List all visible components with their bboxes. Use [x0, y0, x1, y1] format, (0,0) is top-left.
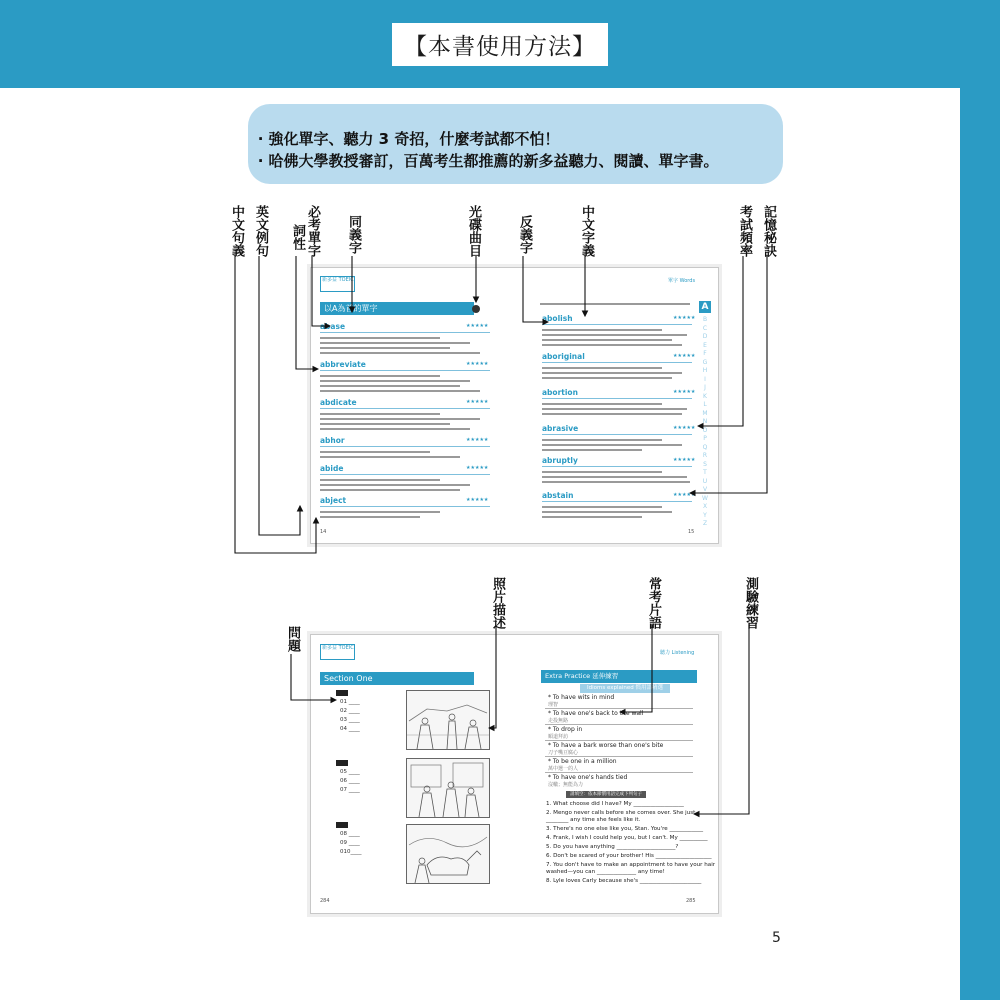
alphabet-letter: G [702, 358, 708, 366]
question-line: 01 ____ [340, 699, 360, 705]
phrase-zh: 理智 [548, 702, 559, 708]
intro-line-1: ‧ 強化單字、聽力 3 奇招，什麼考試都不怕！ [258, 130, 560, 148]
phrase-en: * To have a bark worse than one's bite [548, 742, 664, 749]
entry-word: abide [320, 464, 344, 473]
text-line [542, 444, 682, 446]
photo-illustration [406, 690, 490, 750]
exercise-line: washed—you can ______________ any time! [546, 869, 665, 875]
alphabet-letter: O [702, 426, 708, 434]
text-line [542, 344, 682, 346]
text-line [320, 516, 420, 518]
sketch-graphic [407, 825, 489, 883]
text-line [542, 377, 672, 379]
text-line [320, 489, 460, 491]
phrase-rule [545, 708, 693, 709]
book-logo: 新多益 TOEIC [320, 644, 355, 660]
text-line [320, 418, 480, 420]
text-line [542, 516, 642, 518]
label-english-sentence: 英文例句 [253, 205, 268, 257]
text-line [320, 347, 450, 349]
idioms-subtitle: Idioms explained 慣用語精選 [580, 684, 670, 693]
frequency-stars: ★★★★★ [466, 465, 489, 471]
alphabet-letter: Y [703, 511, 707, 519]
alphabet-letter: H [702, 367, 708, 374]
alphabet-letter: N [702, 418, 708, 425]
sample1-right-header: 單字 Words [668, 278, 696, 284]
alphabet-letter: F [703, 350, 707, 357]
entry-rule [542, 324, 692, 325]
entry-rule [320, 408, 490, 409]
frequency-stars: ★★★★★ [466, 437, 489, 443]
label-memory-tip: 記憶秘訣 [761, 205, 776, 257]
alphabet-letter: D [702, 333, 708, 340]
text-line [542, 372, 682, 374]
extra-practice-bar [541, 670, 697, 683]
alphabet-letter: M [702, 409, 708, 417]
text-line [320, 375, 440, 377]
alphabet-letter: P [703, 435, 707, 442]
label-synonym: 同義字 [346, 215, 361, 254]
entry-word: aboriginal [542, 352, 585, 361]
label-must-word: 必考單字 [305, 205, 320, 257]
text-line [320, 456, 460, 458]
label-common-phrase: 常考片語 [646, 577, 661, 629]
frequency-stars: ★★★★★ [466, 497, 489, 503]
alphabet-letter: J [704, 384, 706, 391]
alphabet-letter: U [702, 477, 708, 485]
extra-practice-title: Extra Practice 延伸練習 [545, 672, 619, 680]
page-title-text: 【本書使用方法】 [392, 23, 608, 66]
right-color-strip [960, 88, 1000, 1000]
phrase-en: * To drop in [548, 726, 583, 733]
phrase-zh: 走投無路 [548, 718, 569, 724]
text-line [542, 334, 687, 336]
sketch-graphic [407, 691, 489, 749]
alphabet-letter: Q [702, 443, 708, 451]
question-line: 07 ____ [340, 787, 360, 793]
alphabet-letter: K [703, 392, 707, 400]
alphabet-active-letter: A [699, 301, 711, 313]
frequency-stars: ★★★★★ [466, 361, 489, 367]
label-practice: 測驗練習 [743, 577, 758, 629]
exercise-line: 8. Lyle loves Carly because she's ______________________ [546, 878, 702, 884]
question-line: 05 ____ [340, 769, 360, 775]
question-line: 04 ____ [340, 726, 360, 732]
text-line [320, 342, 470, 344]
alphabet-letter: S [703, 460, 707, 468]
alphabet-letter: W [702, 494, 708, 502]
exercise-line: ________ any time she feels like it. [546, 817, 641, 823]
frequency-stars: ★★★★★ [673, 389, 696, 395]
alphabet-letter: V [702, 486, 708, 493]
phrase-rule [545, 772, 693, 773]
exercise-line: 3. There's no one else like you, Stan. You're ____________ [546, 826, 704, 832]
frequency-stars: ★★★★★ [673, 353, 696, 359]
exercise-line: 1. What choose did I have? My __________________ [546, 801, 684, 807]
frequency-stars: ★★★★★ [673, 315, 696, 321]
sample2-right-header: 聽力 Listening [660, 650, 695, 656]
text-line [542, 476, 687, 478]
entry-rule [320, 370, 490, 371]
exercise-line: 2. Mengo never calls before she comes over. She just [546, 810, 696, 816]
text-line [542, 413, 682, 415]
frequency-stars: ★★★★★ [466, 323, 489, 329]
entry-word: abase [320, 322, 346, 331]
text-line [542, 511, 672, 513]
text-line [542, 367, 662, 369]
frequency-stars: ★★★★★ [673, 425, 696, 431]
entry-rule [542, 434, 692, 435]
entry-rule [542, 398, 692, 399]
phrase-en: * To have one's back to the wall [548, 710, 644, 717]
question-line: 03 ____ [340, 717, 360, 723]
label-question: 問題 [285, 626, 300, 652]
frequency-stars: ★★★★★ [466, 399, 489, 405]
question-line: 02 ____ [340, 708, 360, 714]
arrow-english-sentence [259, 256, 300, 535]
text-line [320, 385, 460, 387]
exercise-line: 4. Frank, I wish I could help you, but I can't. My __________ [546, 835, 708, 841]
entry-word: abbreviate [320, 360, 366, 369]
alphabet-letter: I [704, 375, 706, 383]
sample2-page-right: 285 [686, 898, 696, 904]
entry-rule [320, 474, 490, 475]
alphabet-letter: L [703, 401, 707, 408]
label-cd-track: 光碟曲目 [466, 205, 481, 257]
intro-line-2: ‧ 哈佛大學教授審訂，百萬考生都推薦的新多益聽力、閱讀、單字書。 [258, 152, 719, 170]
phrase-en: * To be one in a million [548, 758, 617, 765]
sample2-page-left: 284 [320, 898, 330, 904]
arrow-chinese-sentence [235, 256, 316, 553]
section-bar [320, 302, 474, 315]
label-part-of-speech: 詞性 [290, 224, 305, 250]
book-logo: 新多益 TOEIC [320, 276, 355, 292]
exercise-heading: 請填空：依本節慣用語完成下列句子 [566, 791, 646, 798]
text-line [542, 471, 662, 473]
text-line [320, 428, 470, 430]
group-marker [336, 822, 348, 828]
sample1-page-left: 14 [320, 529, 327, 535]
alphabet-letter: B [702, 316, 708, 323]
text-line [320, 484, 470, 486]
text-line [542, 403, 662, 405]
phrase-zh: 萬中選一的人 [548, 766, 579, 772]
frequency-stars: ★★★★★ [673, 492, 696, 498]
question-line: 09 ____ [340, 840, 360, 846]
text-line [540, 303, 690, 305]
text-line [320, 423, 450, 425]
entry-rule [320, 332, 490, 333]
entry-rule [320, 506, 490, 507]
phrase-en: * To have one's hands tied [548, 774, 628, 781]
text-line [542, 339, 672, 341]
text-line [320, 451, 430, 453]
entry-rule [542, 501, 692, 502]
alphabet-letter: C [702, 324, 708, 332]
photo-illustration [406, 758, 490, 818]
text-line [320, 413, 440, 415]
entry-word: abstain [542, 491, 574, 500]
alphabet-letter: R [702, 452, 708, 459]
phrase-rule [545, 740, 693, 741]
alphabet-letter: E [703, 341, 707, 349]
page-number: 5 [772, 930, 781, 946]
phrase-rule [545, 756, 693, 757]
phrase-rule [545, 724, 693, 725]
entry-word: abdicate [320, 398, 357, 407]
exercise-line: 7. You don't have to make an appointment to have your hair [546, 862, 716, 868]
text-line [320, 511, 440, 513]
label-test-frequency: 考試頻率 [737, 205, 752, 257]
entry-word: abortion [542, 388, 578, 397]
entry-rule [542, 466, 692, 467]
entry-word: abolish [542, 314, 573, 323]
label-chinese-sentence: 中文句義 [229, 205, 244, 257]
text-line [320, 337, 440, 339]
alphabet-letter: Z [702, 520, 708, 527]
entry-word: abhor [320, 436, 345, 445]
exercise-line: 5. Do you have anything _____________________? [546, 844, 679, 850]
text-line [320, 479, 440, 481]
sample1-page-right: 15 [688, 529, 695, 535]
text-line [542, 506, 662, 508]
question-line: 08 ____ [340, 831, 360, 837]
section-title: Section One [324, 674, 373, 683]
group-marker [336, 760, 348, 766]
phrase-en: * To have wits in mind [548, 694, 615, 701]
label-chinese-meaning: 中文字義 [579, 205, 594, 257]
phrase-zh: 沒轍；無能為力 [548, 782, 584, 788]
question-line: 010____ [340, 849, 362, 855]
text-line [542, 481, 690, 483]
entry-word: abject [320, 496, 347, 505]
page-title [0, 0, 1000, 88]
text-line [320, 380, 470, 382]
entry-word: abruptly [542, 456, 578, 465]
phrase-zh: 刀子嘴豆腐心 [548, 750, 579, 756]
entry-rule [320, 446, 490, 447]
alphabet-letter: X [702, 503, 708, 510]
cd-track-icon [472, 305, 480, 313]
label-photo-description: 照片描述 [490, 577, 505, 629]
label-antonym: 反義字 [517, 215, 532, 254]
group-marker [336, 690, 348, 696]
text-line [320, 390, 480, 392]
text-line [542, 408, 687, 410]
text-line [542, 449, 642, 451]
alphabet-letter: T [703, 469, 707, 476]
section-title: 以A為首的單字 [324, 304, 378, 313]
text-line [542, 439, 662, 441]
exercise-line: 6. Don't be scared of your brother! His ____________________ [546, 853, 712, 859]
photo-illustration [406, 824, 490, 884]
text-line [320, 352, 480, 354]
text-line [542, 329, 662, 331]
frequency-stars: ★★★★★ [673, 457, 696, 463]
phrase-zh: 順道拜訪 [548, 734, 569, 740]
entry-rule [542, 362, 692, 363]
question-line: 06 ____ [340, 778, 360, 784]
alphabet-index [699, 316, 711, 529]
sketch-graphic [407, 759, 489, 817]
entry-word: abrasive [542, 424, 579, 433]
section-bar [320, 672, 474, 685]
